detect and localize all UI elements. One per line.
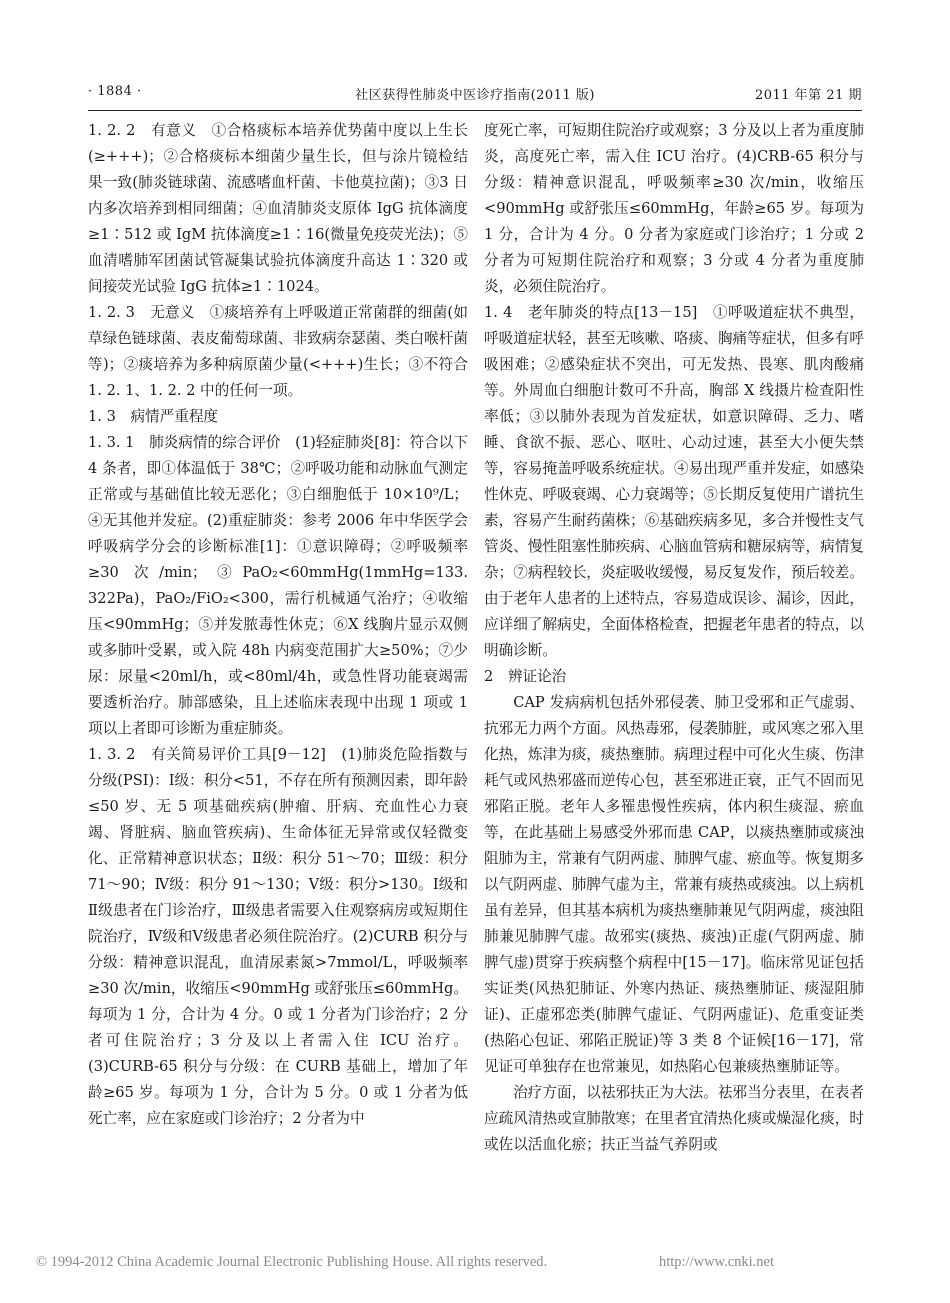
page-number: · 1884 · (88, 84, 142, 99)
paragraph-treatment: 治疗方面，以祛邪扶正为大法。祛邪当分表里，在表者应疏风清热或宣肺散寒；在里者宜清热化痰或燥湿化痰，时或佐以活血化瘀；扶正当益气养阴或 (484, 1084, 864, 1153)
section-heading-2: 2 辨证论治 (484, 668, 567, 685)
footer-url: http://www.cnki.net (658, 1254, 774, 1270)
header-rule (88, 110, 862, 111)
journal-issue: 2011 年第 21 期 (754, 88, 862, 103)
paragraph-continued: 度死亡率，可短期住院治疗或观察；3 分及以上者为重度肺炎，高度死亡率，需入住 ICU 治疗。(4)CRB-65 积分与分级：精神意识混乱，呼吸频率≥30 次/min，收缩压<90mmHg 或舒张压≤60mmHg，年龄≥65 岁。每项为 1 分，合计为 4 分。0 分者为家庭或门诊治疗；1 分或 2 分者为可短期住院治疗和观察；3 分或 4 分者为重度肺炎，必须住院治疗。 (484, 122, 864, 295)
left-column (88, 118, 468, 1132)
paragraph-1-3-2: 1. 3. 2 有关简易评价工具[9－12] (1)肺炎危险指数与分级(PSI)：Ⅰ级：积分<51，不存在所有预测因素，即年龄≤50 岁、无 5 项基础疾病(肿瘤、肝病、充血性心力衰竭、肾脏病、脑血管疾病)、生命体征无异常或仅轻微变化、正常精神意识状态；Ⅱ级：积分 51～70；Ⅲ级：积分 71～90；Ⅳ级：积分 91～130；Ⅴ级：积分>130。Ⅰ级和Ⅱ级患者在门诊治疗，Ⅲ级患者需要入住观察病房或短期住院治疗，Ⅳ级和Ⅴ级患者必须住院治疗。(2)CURB 积分与分级：精神意识混乱，血清尿素氮>7mmol/L，呼吸频率≥30 次/min，收缩压<90mmHg 或舒张压≤60mmHg。每项为 1 分，合计为 4 分。0 或 1 分者为门诊治疗；2 分者可住院治疗；3 分及以上者需入住 ICU 治疗。(3)CURB-65 积分与分级：在 CURB 基础上，增加了年龄≥65 岁。每项为 1 分，合计为 5 分。0 或 1 分者为低死亡率，应在家庭或门诊治疗；2 分者为中 (88, 746, 469, 1127)
right-column (484, 118, 864, 1158)
section-heading-1-3: 1. 3 病情严重程度 (88, 408, 219, 425)
paragraph-1-3-1: 1. 3. 1 肺炎病情的综合评价 (1)轻症肺炎[8]：符合以下 4 条者，即①体温低于 38℃；②呼吸功能和动脉血气测定正常或与基础值比较无恶化；③白细胞低于 10×10⁹/L；④无其他并发症。(2)重症肺炎：参考 2006 年中华医学会呼吸病学分会的诊断标准[1]：①意识障碍；②呼吸频率≥30 次/min；③PaO₂<60mmHg(1mmHg=133. 322Pa)，PaO₂/FiO₂<300，需行机械通气治疗；④收缩压<90mmHg；⑤并发脓毒性休克；⑥X 线胸片显示双侧或多肺叶受累，或入院 48h 内病变范围扩大≥50%；⑦少尿：尿量<20ml/h，或<80ml/4h，或急性肾功能衰竭需要透析治疗。肺部感染，且上述临床表现中出现 1 项或 1 项以上者即可诊断为重症肺炎。 (88, 434, 468, 737)
page-header (88, 84, 862, 108)
running-title: 社区获得性肺炎中医诊疗指南(2011 版) (355, 88, 595, 103)
paragraph-1-2-2: 1. 2. 2 有意义 ①合格痰标本培养优势菌中度以上生长(≥+++)；②合格痰标本细菌少量生长，但与涂片镜检结果一致(肺炎链球菌、流感嗜血杆菌、卡他莫拉菌)；③3 日内多次培养到相同细菌；④血清肺炎支原体 IgG 抗体滴度≥1∶512 或 IgM 抗体滴度≥1∶16(微量免疫荧光法)；⑤血清嗜肺军团菌试管凝集试验抗体滴度升高达 1∶320 或间接荧光试验 IgG 抗体≥1∶1024。 (88, 122, 468, 295)
copyright-notice: © 1994-2012 China Academic Journal Electronic Publishing House. All rights reserved. (36, 1254, 548, 1270)
paragraph-pathogenesis: CAP 发病病机包括外邪侵袭、肺卫受邪和正气虚弱、抗邪无力两个方面。风热毒邪，侵袭肺脏，或风寒之邪入里化热，炼津为痰，痰热壅肺。病理过程中可化火生痰、伤津耗气或风热邪盛而逆传心包，甚至邪进正衰，正气不固而见邪陷正脱。老年人多罹患慢性疾病，体内积生痰湿、瘀血等，在此基础上易感受外邪而患 CAP，以痰热壅肺或痰浊阻肺为主，常兼有气阴两虚、肺脾气虚、瘀血等。恢复期多以气阴两虚、肺脾气虚为主，常兼有痰热或痰浊。以上病机虽有差异，但其基本病机为痰热壅肺兼见气阴两虚，痰浊阻肺兼见肺脾气虚。故邪实(痰热、痰浊)正虚(气阴两虚、肺脾气虚)贯穿于疾病整个病程中[15－17]。临床常见证包括实证类(风热犯肺证、外寒内热证、痰热壅肺证、痰湿阻肺证)、正虚邪恋类(肺脾气虚证、气阴两虚证)、危重变证类(热陷心包证、邪陷正脱证)等 3 类 8 个证候[16－17]，常见证可单独存在也常兼见，如热陷心包兼痰热壅肺证等。 (484, 694, 864, 1075)
paragraph-1-2-3: 1. 2. 3 无意义 ①痰培养有上呼吸道正常菌群的细菌(如草绿色链球菌、表皮葡萄球菌、非致病奈瑟菌、类白喉杆菌等)；②痰培养为多种病原菌少量(<+++)生长；③不符合 1. 2. 1、1. 2. 2 中的任何一项。 (88, 304, 468, 399)
paragraph-1-4: 1. 4 老年肺炎的特点[13－15] ①呼吸道症状不典型，呼吸道症状轻，甚至无咳嗽、咯痰、胸痛等症状，但多有呼吸困难；②感染症状不突出，可无发热、畏寒、肌肉酸痛等。外周血白细胞计数可不升高，胸部 X 线摄片检查阳性率低；③以肺外表现为首发症状，如意识障碍、乏力、嗜睡、食欲不振、恶心、呕吐、心动过速，甚至大小便失禁等，容易掩盖呼吸系统症状。④易出现严重并发症，如感染性休克、呼吸衰竭、心力衰竭等；⑤长期反复使用广谱抗生素，容易产生耐药菌株；⑥基础疾病多见，多合并慢性支气管炎、慢性阻塞性肺疾病、心脑血管病和糖尿病等，病情复杂；⑦病程较长，炎症吸收缓慢，易反复发作，预后较差。由于老年人患者的上述特点，容易造成误诊、漏诊，因此，应详细了解病史，全面体格检查，把握老年患者的特点，以明确诊断。 (484, 304, 864, 659)
